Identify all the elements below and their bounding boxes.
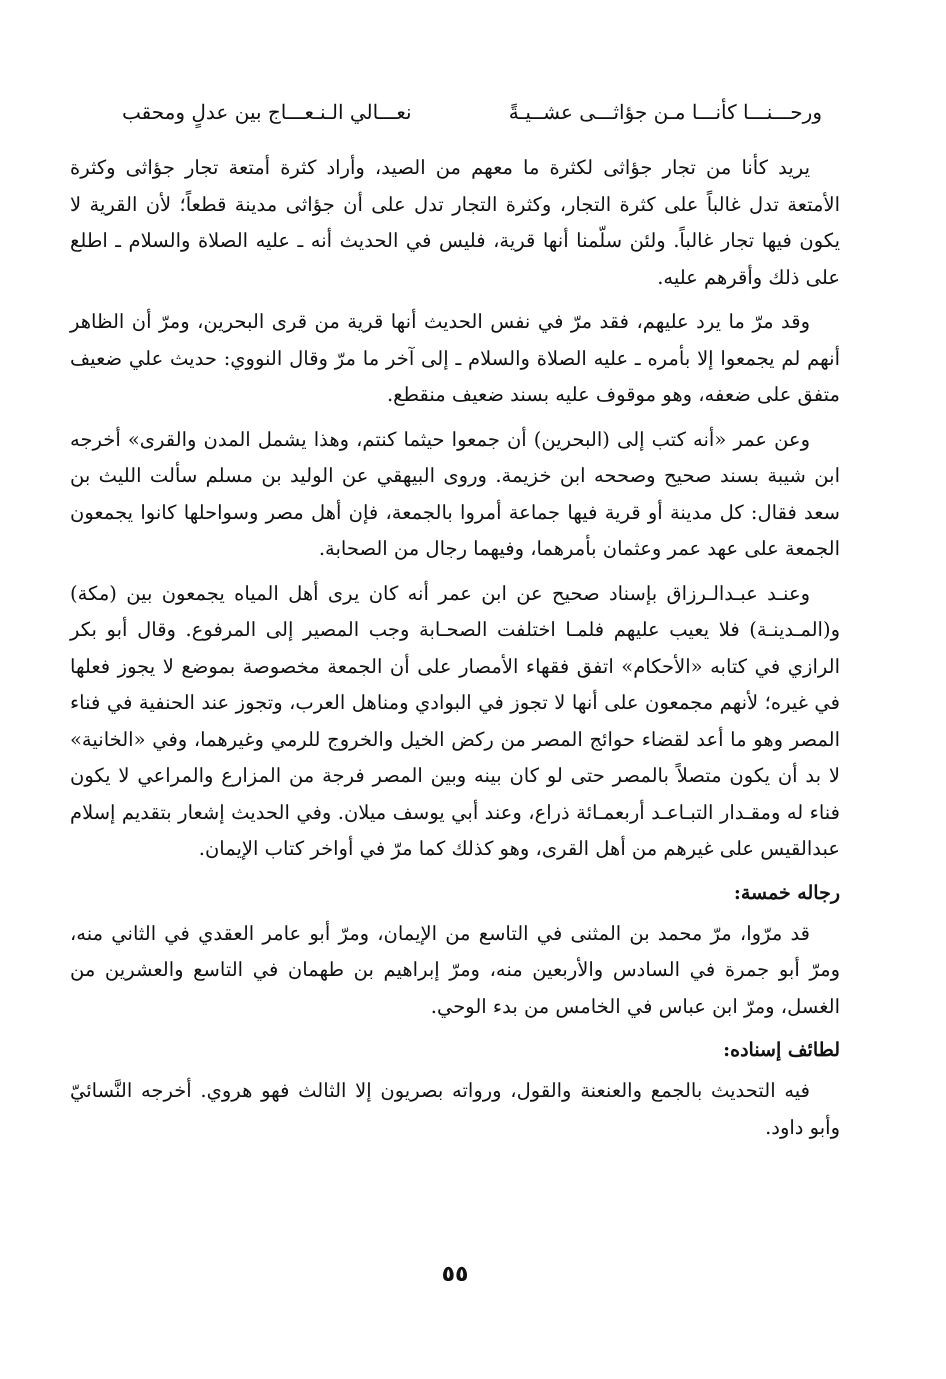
poetry-verse [122, 98, 822, 126]
verse-second-hemistich: نعـــالي الـنـعـــاج بين عدلٍ ومحقب [122, 100, 412, 124]
paragraph-3: وعن عمر «أنه كتب إلى (البحرين) أن جمعوا حيثما كنتم، وهذا يشمل المدن والقرى» أخرجه ابن شيبة بسند صحيح وصححه ابن خزيمة. وروى البيهقي عن الوليد بن مسلم سألت الليث بن سعد فقال: كل مدينة أو قرية فيها جماعة أمروا بالجمعة، فإن أهل مصر وسواحلها كانوا يجمعون الجمعة على عهد عمر وعثمان بأمرهما، وفيهما رجال من الصحابة. [70, 427, 840, 560]
paragraph-1: يريد كأنا من تجار جؤاثى لكثرة ما معهم من الصيد، وأراد كثرة أمتعة تجار جؤاثى وكثرة الأمتعة تدل غالباً على كثرة التجار، وكثرة التجار تدل على أن جؤاثى مدينة قطعاً؛ لأن القرية لا يكون فيها تجار غالباً. ولئن سلّمنا أنها قرية، فليس في الحديث أنه ـ عليه الصلاة والسلام ـ اطلع على ذلك وأقرهم عليه. [70, 156, 840, 289]
verse-first-hemistich: ورحـــنـــا كأنـــا مـن جؤاثـــى عشــيـةً [508, 100, 822, 124]
page-number: ٥٥ [441, 1262, 469, 1287]
rijal-paragraph: قد مرّوا، مرّ محمد بن المثنى في التاسع من الإيمان، ومرّ أبو عامر العقدي في الثاني منه، ومرّ أبو جمرة في السادس والأربعين منه، ومرّ إبراهيم بن طهمان في التاسع والعشرين من الغسل، ومرّ ابن عباس في الخامس من بدء الوحي. [70, 921, 840, 1018]
lataif-heading: لطائف إسناده: [723, 1039, 840, 1061]
rijal-heading: رجاله خمسة: [733, 881, 840, 904]
book-page [70, 0, 840, 1379]
paragraph-4: وعنـد عبـدالـرزاق بإسناد صحيح عن ابن عمر أنه كان يرى أهل المياه يجمعون بين (مكة) و(المـدينـة) فلا يعيب عليهم فلمـا اختلفت الصحـابة وجب المصير إلى المرفوع. وقال أبو بكر الرازي في كتابه «الأحكام» اتفق فقهاء الأمصار على أن الجمعة مخصوصة بموضع لا يجوز فعلها في غيره؛ لأنهم مجمعون على أنها لا تجوز في البوادي ومناهل العرب، وتجوز عند الحنفية في فناء المصر وهو ما أعد لقضاء حوائج المصر من ركض الخيل والخروج للرمي وغيرهما، وفي «الخانية» لا بد أن يكون متصلاً بالمصر حتى لو كان بينه وبين المصر فرجة من المزارع والمراعي لا يكون فناء له ومقـدار التبـاعـد أربعمـائة ذراع، وعند أبي يوسف ميلان. وفي الحديث إشعار بتقديم إسلام عبدالقيس على غيرهم من أهل القرى، وهو كذلك كما مرّ في أواخر كتاب الإيمان. [70, 581, 840, 860]
main-text [70, 150, 840, 1154]
paragraph-2: وقد مرّ ما يرد عليهم، فقد مرّ في نفس الحديث أنها قرية من قرى البحرين، ومرّ أن الظاهر أنهم لم يجمعوا إلا بأمره ـ عليه الصلاة والسلام ـ إلى آخر ما مرّ وقال النووي: حديث علي ضعيف متفق على ضعفه، وهو موقوف عليه بسند ضعيف منقطع. [70, 310, 840, 406]
lataif-paragraph: فيه التحديث بالجمع والعنعنة والقول، ورواته بصريون إلا الثالث فهو هروي. أخرجه النَّسائيّ وأبو داود. [70, 1079, 840, 1139]
